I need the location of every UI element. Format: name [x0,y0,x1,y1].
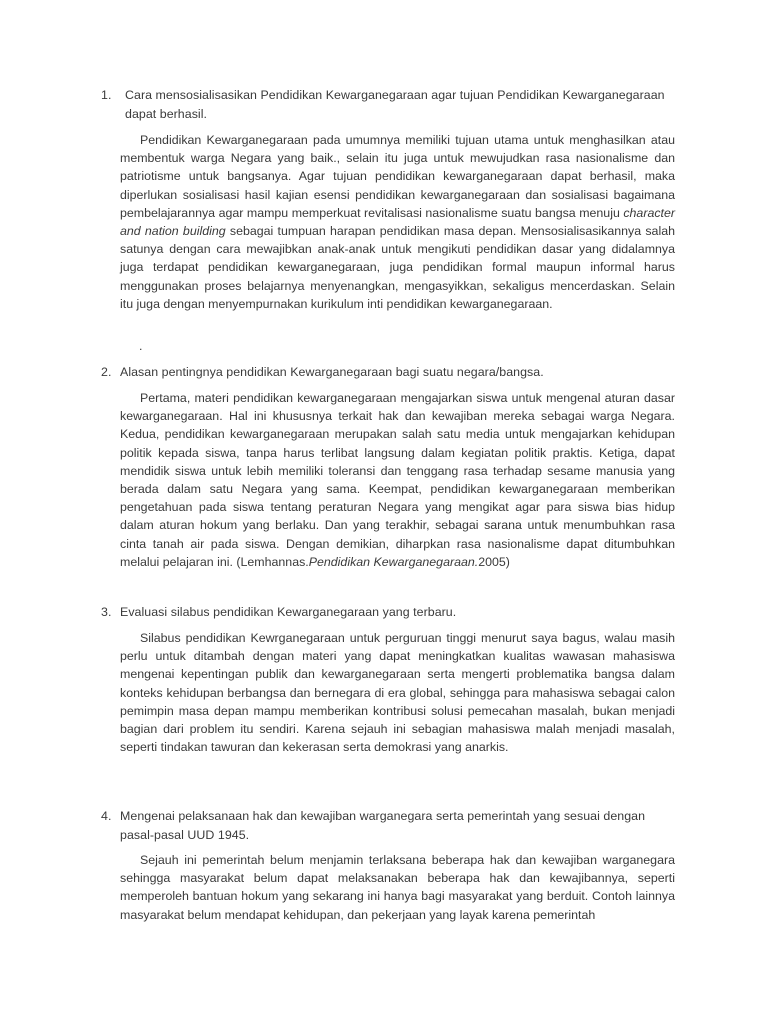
question-text: Mengenai pelaksanaan hak dan kewajiban warganegara serta pemerintah yang sesuai dengan pasal-pasal UUD 1945. [120,809,646,842]
question-4 [101,807,679,844]
question-number: 3. [101,605,112,619]
question-number: 4. [101,809,112,823]
question-text: Cara mensosialisasikan Pendidikan Kewarganegaraan agar tujuan Pendidikan Kewarganegaraan dapat berhasil. [125,88,665,121]
trailing-mark: . [139,339,143,353]
answer-text: Sejauh ini pemerintah belum menjamin terlaksana beberapa hak dan kewajiban warganegara sehingga masyarakat belum dapat melaksanakan beberapa hak dan kewajibannya, seperti memperoleh bantuan hokum yang sekarang ini hanya bagi masyarakat yang berduit. Contoh lainnya masyarakat belum mendapat kehidupan, dan pekerjaan yang layak karena pemerintah [120,853,675,922]
answer-paragraph-1 [120,131,675,313]
question-number: 1. [101,88,112,102]
answer-text: Pendidikan Kewarganegaraan pada umumnya memiliki tujuan utama untuk menghasilkan atau membentuk warga Negara yang baik., selain itu juga untuk mewujudkan rasa nasionalisme dan patriotisme untuk bangsanya. Agar tujuan pendidikan kewarganegaraan dapat berhasil, maka diperlukan sosialisasi hasil kajian esensi pendidikan kewarganegaraan dan sosialisasi bagaimana pembelajarannya agar mampu memperkuat revitalisasi nasionalisme suatu bangsa menuju [120,133,675,220]
answer-paragraph-3 [120,629,675,756]
answer-text: Pertama, materi pendidikan kewarganegaraan mengajarkan siswa untuk mengenal aturan dasar kewarganegaraan. Hal ini khususnya terkait hak dan kewajiban mereka sebagai warga Negara. Kedua, pendidikan kewarganegaraan merupakan salah satu media untuk mengajarkan kehidupan politik kepada siswa, tanpa harus terlibat langsung dalam kegiatan politik praktis. Ketiga, dapat mendidik siswa untuk lebih memiliki toleransi dan tenggang rasa terhadap sesame manusia yang berada dalam satu Negara yang sama. Keempat, pendidikan kewarganegaraan memberikan pengetahuan pada siswa tentang peraturan Negara yang mengikat agar para siswa bias hidup dalam aturan hokum yang berlaku. Dan yang terakhir, sebagai sarana untuk menumbuhkan rasa cinta tanah air pada siswa. Dengan demikian, diharpkan rasa nasionalisme dapat ditumbuhkan melalui pelajaran ini. (Lemhannas. [120,391,675,569]
question-1 [101,86,679,123]
answer-italic-text: character and nation building [120,205,675,239]
question-text: Evaluasi silabus pendidikan Kewarganegaraan yang terbaru. [120,605,457,619]
answer-text-continued: 2005) [478,554,510,569]
answer-text-continued: sebagai tumpuan harapan pendidikan masa depan. Mensosialisasikannya salah satunya dengan cara mewajibkan anak-anak untuk mengikuti pendidikan dasar yang didalamnya juga terdapat pendidikan kewarganegaraan, juga pendidikan formal maupun informal harus menggunakan proses belajarnya menyenangkan, mengasyikkan, sekaligus mencerdaskan. Selain itu juga dengan menyempurnakan kurikulum inti pendidikan kewarganegaraan. [120,224,675,311]
question-2 [101,363,679,382]
question-3 [101,603,679,622]
question-number: 2. [101,365,112,379]
answer-paragraph-4 [120,851,675,924]
question-text: Alasan pentingnya pendidikan Kewarganegaraan bagi suatu negara/bangsa. [120,365,544,379]
answer-paragraph-2 [120,389,675,571]
answer-italic-text: Pendidikan Kewarganegaraan. [308,554,479,569]
answer-text: Silabus pendidikan Kewrganegaraan untuk perguruan tinggi menurut saya bagus, walau masih perlu untuk ditambah dengan materi yang dapat meningkatkan kualitas wawasan mahasiswa mengenai kepentingan publik dan kewarganegaraan serta mengerti problematika bangsa dalam konteks kehidupan berbangsa dan bernegara di era global, sehingga para mahasiswa sebagai calon pemimpin masa depan mampu memberikan kontribusi solusi pemecahan masalah, bukan menjadi bagian dari problem itu sendiri. Karena sejauh ini sebagian mahasiswa malah menjadi masalah, seperti tindakan tawuran dan kekerasan serta demokrasi yang anarkis. [120,631,675,755]
